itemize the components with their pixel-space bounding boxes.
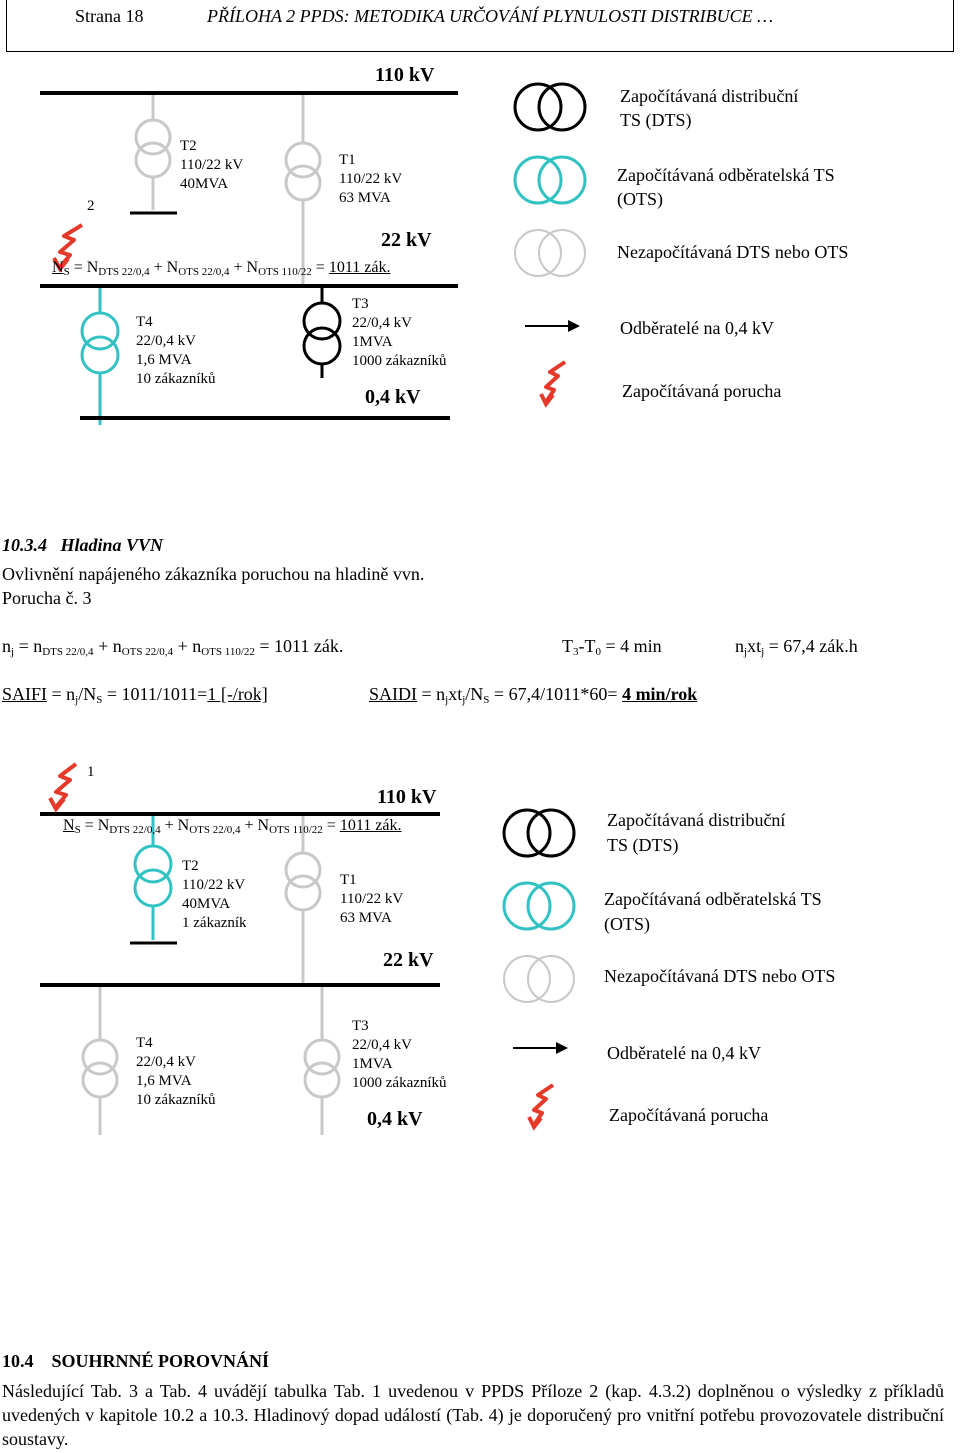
section-heading: 10.3.4 Hladina VVN [2, 535, 164, 555]
legend1-fault-label: Započítávaná porucha [622, 381, 782, 401]
legend2-ots-icon [504, 883, 574, 929]
legend1-dts-label: Započítávaná distribuční TS (DTS) [620, 86, 799, 130]
legend-ots-icon [515, 157, 585, 203]
legend1-ots-label: Započítávaná odběratelská TS (OTS) [617, 165, 835, 209]
legend2-non-label: Nezapočítávaná DTS nebo OTS [604, 966, 836, 986]
diagram1-110kv-label: 110 kV [375, 64, 435, 86]
section-text: Ovlivnění napájeného zákazníka poruchou na hladině vvn. [2, 564, 425, 584]
t2-transformer2-icon [135, 846, 171, 906]
diagram1-fault-number: 2 [87, 198, 95, 214]
diagram1-t1-label: T1 110/22 kV 63 MVA [339, 152, 403, 206]
legend-non-icon [515, 230, 585, 276]
diagram1-04kv-label: 0,4 kV [365, 386, 421, 408]
legend2-fault-icon [534, 1085, 553, 1125]
t1-transformer-icon [286, 143, 320, 200]
diagram2-fault-number: 1 [87, 764, 95, 780]
section-fault: Porucha č. 3 [2, 588, 92, 608]
t4-transformer2-icon [83, 1040, 117, 1097]
page-number: Strana 18 [75, 6, 144, 26]
diagram2-04kv-label: 0,4 kV [367, 1108, 423, 1130]
fault2-lightning-icon [56, 764, 76, 807]
diagram2-ns-formula: $N_S = N_{DTS 22/0,4} + N_{OTS 22/0,4} + N_{OTS 110/22} = 1011$ zák. [63, 817, 402, 836]
summary-heading: 10.4 SOUHRNNÉ POROVNÁNÍ [2, 1351, 270, 1371]
diagram2-t3-label: T3 22/0,4 kV 1MVA 1000 zákazníků [352, 1018, 447, 1091]
legend1-consumers-label: Odběratelé na 0,4 kV [620, 318, 774, 338]
header-title: PŘÍLOHA 2 PPDS: METODIKA URČOVÁNÍ PLYNULOSTI DISTRIBUCE … [207, 6, 774, 26]
formula-t3: $T_3-T_0 = 4$ min [562, 636, 662, 658]
diagram1-t2-label: T2 110/22 kV 40MVA [180, 138, 244, 192]
formula-saidi: SAIDI = $n_jxt_j/N_S = 67,4/1011*60= 4$ min/rok [369, 684, 698, 706]
diagram2-22kv-label: 22 kV [383, 949, 434, 971]
diagram1-22kv-label: 22 kV [381, 229, 432, 251]
legend2-consumers-label: Odběratelé na 0,4 kV [607, 1043, 761, 1063]
formula-njxtj: $n_jxt_j = 67,4$ zák.h [735, 636, 858, 658]
t3-transformer-icon [304, 303, 340, 364]
diagram2-t4-label: T4 22/0,4 kV 1,6 MVA 10 zákazníků [136, 1035, 216, 1108]
formula-saifi: SAIFI = $n_j/N_S = 1011/1011=1$ [-/rok] [2, 684, 268, 706]
legend2-dts-label: Započítávaná distribuční TS (DTS) [607, 810, 786, 855]
diagram2-t2-label: T2 110/22 kV 40MVA 1 zákazník [182, 858, 247, 931]
diagram2-110kv-label: 110 kV [377, 786, 437, 808]
legend1-non-label: Nezapočítávaná DTS nebo OTS [617, 242, 849, 262]
t2-transformer-icon [136, 120, 170, 177]
diagram1-ns-formula: $N_S = N_{DTS 22/0,4} + N_{OTS 22/0,4} + N_{OTS 110/22} = 1011$ zák. [52, 259, 391, 278]
legend2-dts-icon [504, 810, 574, 856]
diagram1-t3-label: T3 22/0,4 kV 1MVA 1000 zákazníků [352, 296, 447, 369]
diagram1-t4-label: T4 22/0,4 kV 1,6 MVA 10 zákazníků [136, 314, 216, 387]
legend-dts-icon [515, 84, 585, 130]
summary-text: Následující Tab. 3 a Tab. 4 uvádějí tabulka Tab. 1 uvedenou v PPDS Příloze 2 (kap. 4.3.2) doplněnou o výsledky z příkladů uvedených v kapitole 10.2 a 10.3. Hladinový dopad událostí (Tab. 4) je doporučený pro vnitřní potřebu provozovatele distribuční soustavy. [2, 1381, 944, 1449]
formula-nj: $n_j = n_{DTS 22/0,4} + n_{OTS 22/0,4} + n_{OTS 110/22} = 1011$ zák. [2, 636, 344, 658]
legend2-ots-label: Započítávaná odběratelská TS (OTS) [604, 889, 822, 934]
diagram2-t1-label: T1 110/22 kV 63 MVA [340, 872, 404, 926]
legend-fault-icon [546, 362, 565, 402]
t1-transformer2-icon [286, 853, 320, 910]
legend2-fault-label: Započítávaná porucha [609, 1105, 769, 1125]
t4-transformer-icon [82, 313, 118, 373]
legend2-non-icon [504, 956, 574, 1002]
t3-transformer2-icon [305, 1040, 339, 1097]
